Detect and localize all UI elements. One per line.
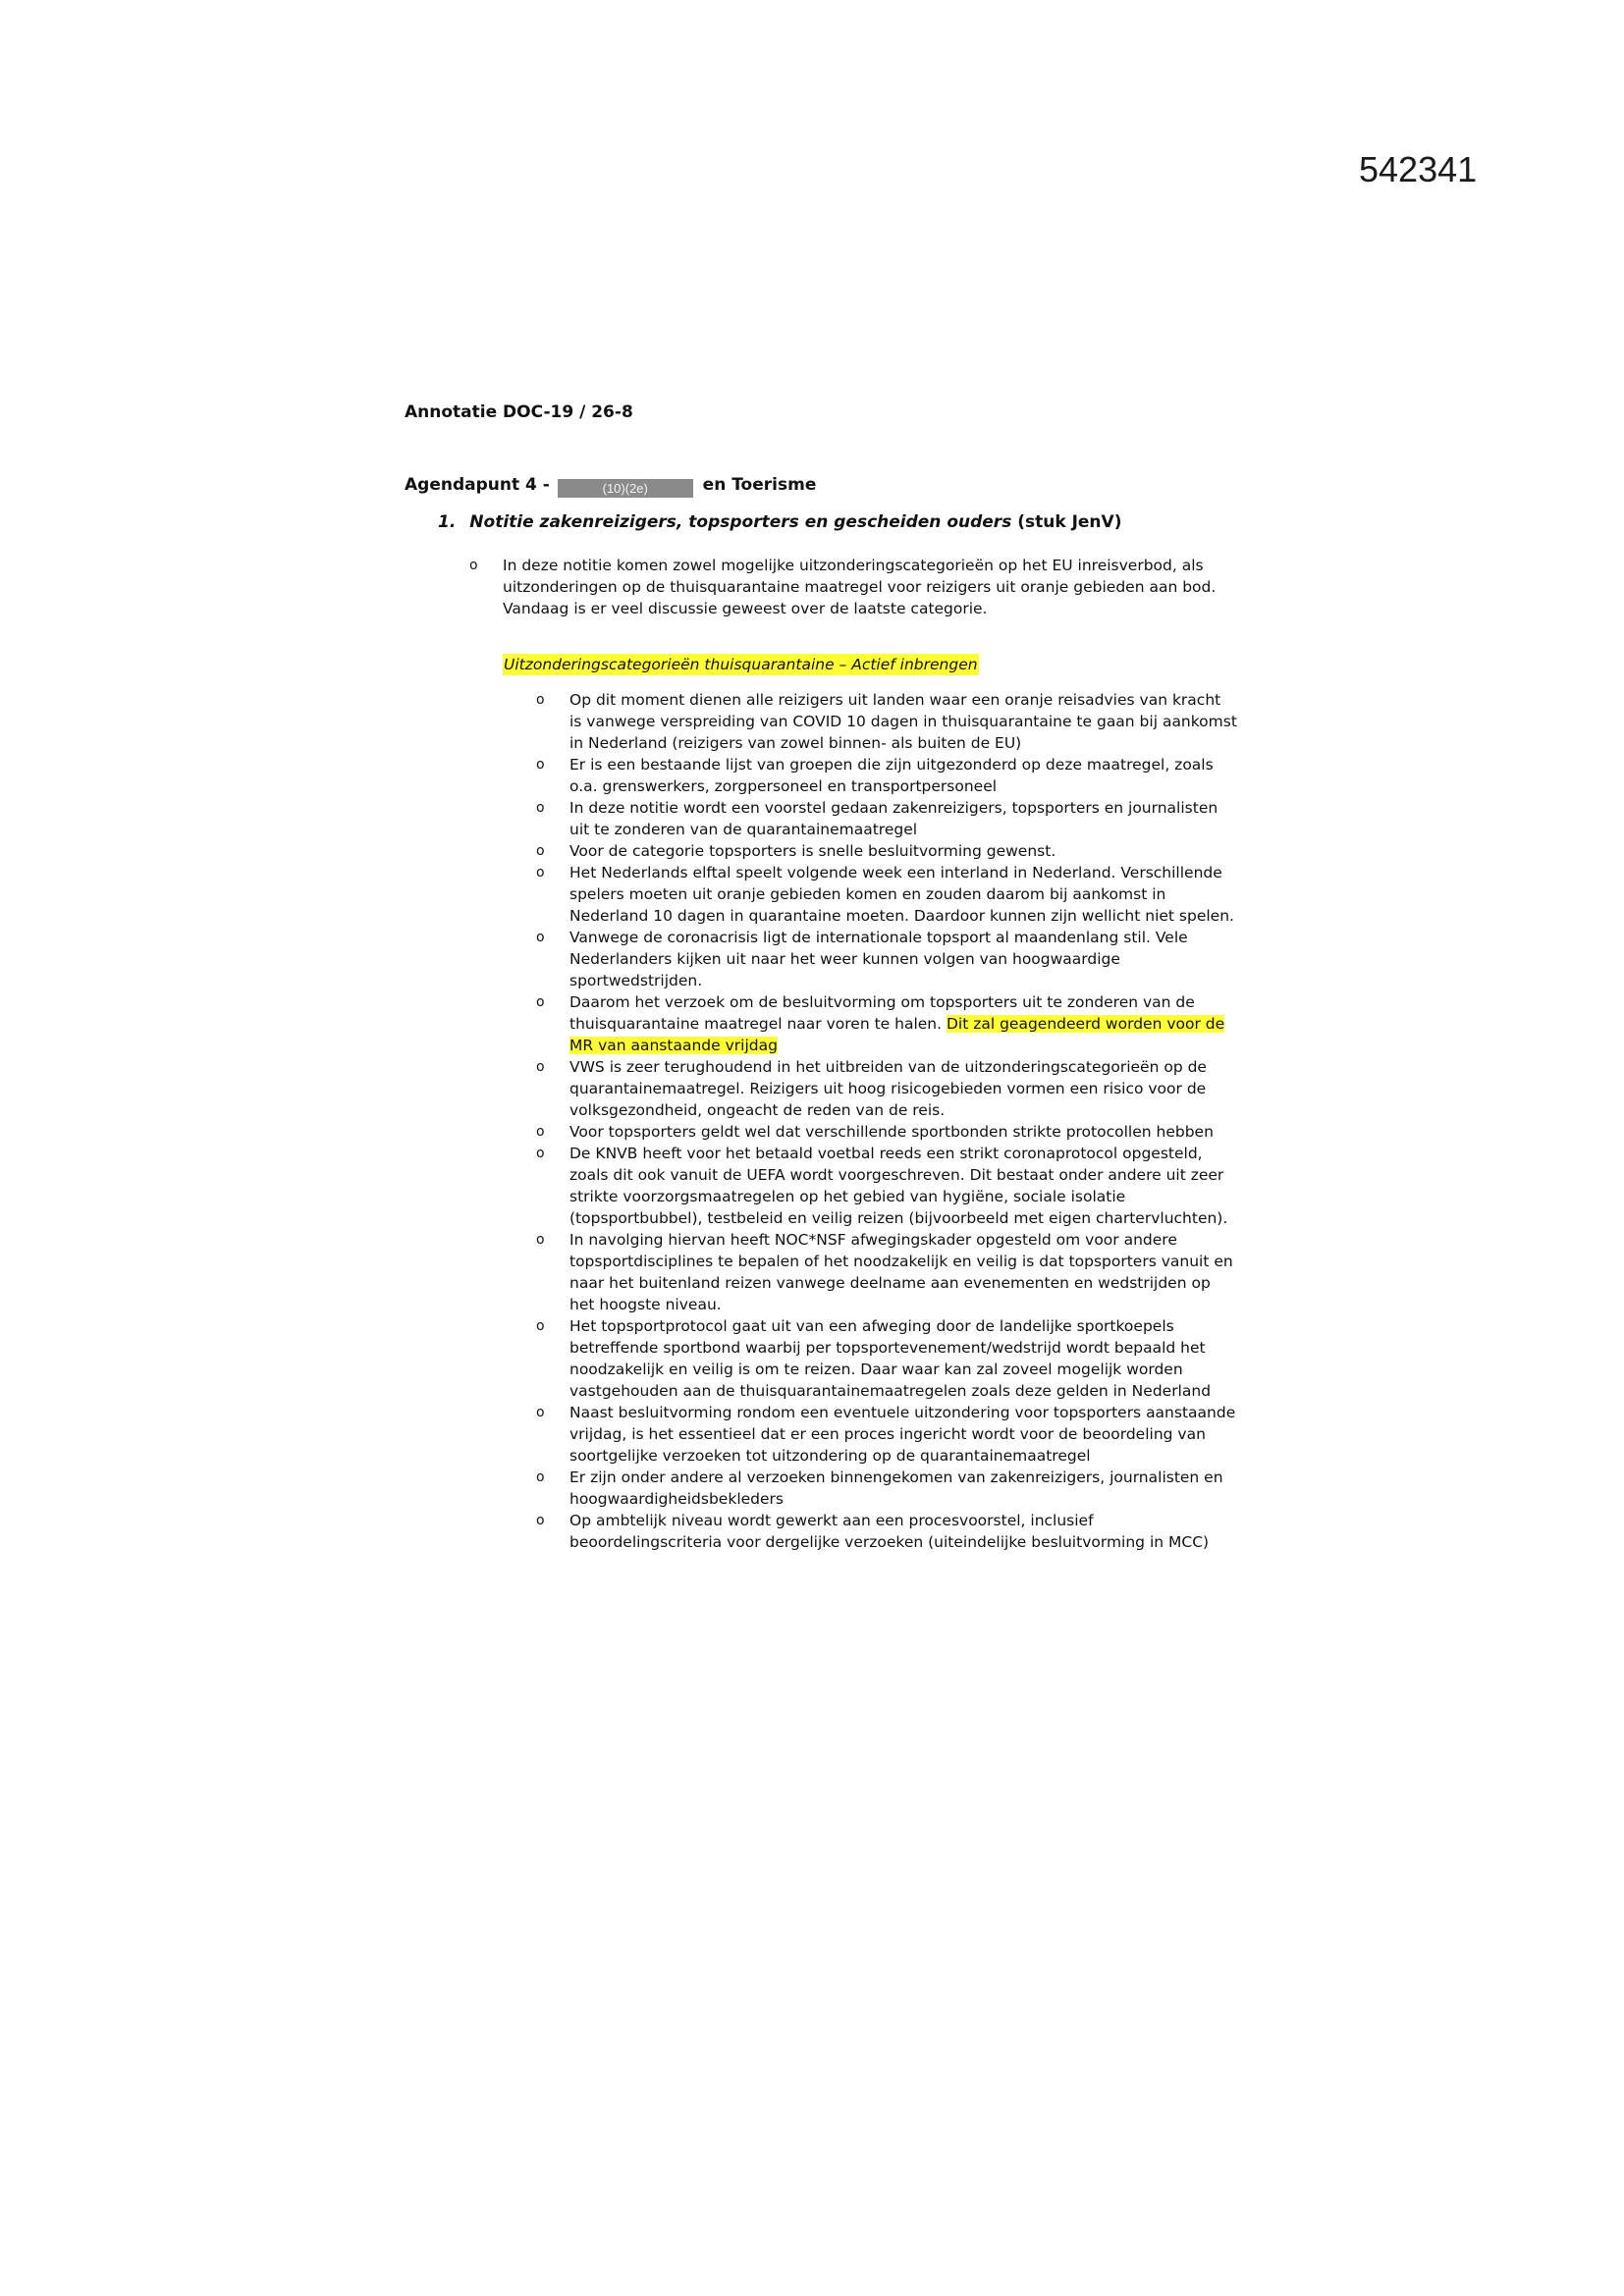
agenda-prefix: Agendapunt 4 - (405, 475, 550, 495)
bullet-icon: o (469, 558, 478, 573)
list-item (536, 754, 1237, 797)
agenda-suffix: en Toerisme (702, 475, 817, 495)
bullet-icon: o (536, 1318, 545, 1334)
list-item-text: Naast besluitvorming rondom een eventuele uitzondering voor topsporters aanstaande vrijdag, is het essentieel dat er een proces ingericht wordt voor de beoordeling van soortgelijke verzoeken tot uitzondering op de quarantainemaatregel (569, 1404, 1236, 1465)
bullet-icon: o (536, 1059, 545, 1075)
section-title-suffix: (stuk JenV) (1017, 512, 1122, 532)
list-item-text: VWS is zeer terughoudend in het uitbreiden van de uitzonderingscategorieën op de quarantainemaatregel. Reizigers uit hoog risicogebieden vormen een risico voor de volksgezondheid, ongeacht de reden van de reis. (569, 1058, 1207, 1119)
list-item (536, 1510, 1237, 1553)
list-item (536, 840, 1237, 862)
list-item (536, 1056, 1237, 1121)
list-item (536, 1229, 1237, 1315)
subheading-highlighted: Uitzonderingscategorieën thuisquarantaine – Actief inbrengen (504, 656, 978, 673)
annotation-title: Annotatie DOC-19 / 26-8 (405, 402, 633, 422)
list-item-text: In deze notitie komen zowel mogelijke uitzonderingscategorieën op het EU inreisverbod, als uitzonderingen op de thuisquarantaine maatregel voor reizigers uit oranje gebieden aan bod. Vandaag is er veel discussie geweest over de laatste categorie. (503, 557, 1217, 617)
list-item (536, 1402, 1237, 1467)
bullet-list (536, 689, 1237, 1553)
list-item-text: In navolging hiervan heeft NOC*NSF afwegingskader opgesteld om voor andere topsportdisciplines te bepalen of het noodzakelijk en veilig is dat topsporters vanuit en naar het buitenland reizen vanwege deelname aan evenementen en wedstrijden op het hoogste niveau. (569, 1231, 1233, 1313)
list-item-text: Vanwege de coronacrisis ligt de internationale topsport al maandenlang stil. Vele Nederlanders kijken uit naar het weer kunnen volgen van hoogwaardige sportwedstrijden. (569, 929, 1188, 989)
list-item-text: Daarom het verzoek om de besluitvorming om topsporters uit te zonderen van de thuisquarantaine maatregel naar voren te halen. (569, 993, 1195, 1033)
list-item (536, 927, 1237, 991)
list-item (536, 862, 1237, 927)
list-item-text: Er zijn onder andere al verzoeken binnengekomen van zakenreizigers, journalisten en hoogwaardigheidsbekleders (569, 1468, 1223, 1508)
bullet-icon: o (536, 994, 545, 1010)
list-item (536, 1143, 1237, 1229)
bullet-icon: o (536, 930, 545, 945)
list-item-text: Op dit moment dienen alle reizigers uit landen waar een oranje reisadvies van kracht is vanwege verspreiding van COVID 10 dagen in thuisquarantaine te gaan bij aankomst in Nederland (reizigers van zowel binnen- als buiten de EU) (569, 691, 1237, 752)
bullet-icon: o (536, 1124, 545, 1140)
list-item-text: Er is een bestaande lijst van groepen die zijn uitgezonderd op deze maatregel, zoals o.a. grenswerkers, zorgpersoneel en transportpersoneel (569, 756, 1214, 795)
list-item-text: In deze notitie wordt een voorstel gedaan zakenreizigers, topsporters en journalisten uit te zonderen van de quarantainemaatregel (569, 799, 1218, 838)
bullet-icon: o (536, 843, 545, 859)
list-item-text: Voor de categorie topsporters is snelle besluitvorming gewenst. (569, 842, 1056, 860)
list-item-text: Voor topsporters geldt wel dat verschillende sportbonden strikte protocollen hebben (569, 1123, 1214, 1141)
bullet-icon: o (536, 1469, 545, 1485)
agenda-item-heading (405, 474, 816, 498)
list-item-text: Het topsportprotocol gaat uit van een afweging door de landelijke sportkoepels betreffende sportbond waarbij per topsportevenement/wedstrijd wordt bepaald het noodzakelijk en veilig is om te reizen. Daar waar kan zal zoveel mogelijk worden vastgehouden aan de thuisquarantainemaatregelen zoals deze gelden in Nederland (569, 1317, 1212, 1400)
bullet-icon: o (536, 1513, 545, 1528)
list-item-highlight (536, 991, 1237, 1056)
section-heading (438, 512, 1121, 532)
bullet-icon: o (536, 692, 545, 708)
bullet-icon: o (536, 757, 545, 773)
list-item-text: Op ambtelijk niveau wordt gewerkt aan een procesvoorstel, inclusief beoordelingscriteria voor dergelijke verzoeken (uiteindelijke besluitvorming in MCC) (569, 1512, 1210, 1551)
bullet-icon: o (536, 1146, 545, 1161)
document-number: 542341 (1359, 149, 1478, 189)
section-number: 1. (438, 512, 457, 532)
list-item (536, 1467, 1237, 1510)
redaction-box: (10)(2e) (558, 479, 693, 498)
list-item (536, 689, 1237, 754)
list-item-text: De KNVB heeft voor het betaald voetbal reeds een strikt coronaprotocol opgesteld, zoals dit ook vanuit de UEFA wordt voorgeschreven. Dit bestaat onder andere uit zeer strikte voorzorgsmaatregelen op het gebied van hygiëne, sociale isolatie (topsportbubbel), testbeleid en veilig reizen (bijvoorbeeld met eigen chartervluchten). (569, 1145, 1228, 1227)
list-item (469, 555, 1229, 619)
list-item-text: Het Nederlands elftal speelt volgende week een interland in Nederland. Verschillende spelers moeten uit oranje gebieden komen en zouden daarom bij aankomst in Nederland 10 dagen in quarantaine moeten. Daardoor kunnen zijn wellicht niet spelen. (569, 864, 1234, 925)
list-item (536, 1121, 1237, 1143)
bullet-icon: o (536, 1232, 545, 1248)
bullet-icon: o (536, 1405, 545, 1420)
list-item (536, 1315, 1237, 1402)
bullet-icon: o (536, 865, 545, 881)
list-item (536, 797, 1237, 840)
bullet-icon: o (536, 800, 545, 816)
intro-list (469, 555, 1229, 619)
section-title: Notitie zakenreizigers, topsporters en gescheiden ouders (469, 512, 1012, 532)
highlighted-text: Dit zal geagendeerd worden voor de MR van aanstaande vrijdag (569, 1015, 1225, 1054)
